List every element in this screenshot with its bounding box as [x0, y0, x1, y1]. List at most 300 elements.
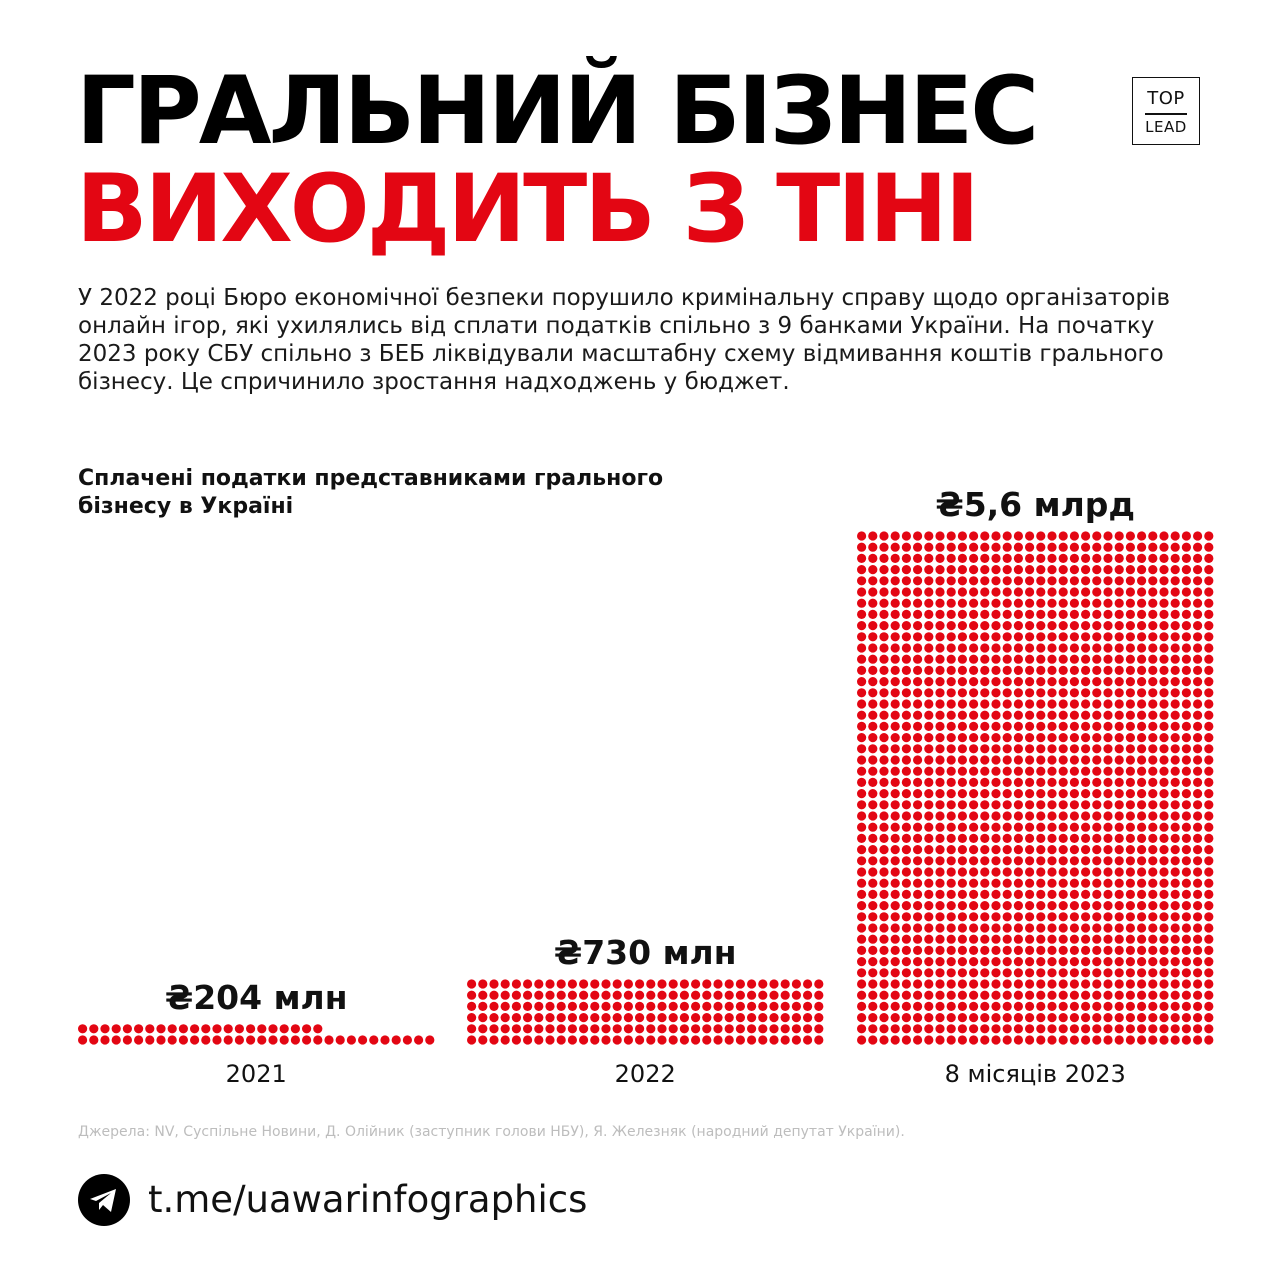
- dot-mark: [980, 935, 989, 944]
- dot-mark: [1103, 610, 1112, 619]
- dot-mark: [891, 587, 900, 596]
- dot-mark: [1137, 554, 1146, 563]
- dot-mark: [868, 543, 877, 552]
- dot-mark: [1025, 867, 1034, 876]
- dot-mark: [814, 979, 823, 988]
- dot-mark: [467, 1002, 476, 1011]
- dot-mark: [1081, 1024, 1090, 1033]
- dot-mark: [913, 1013, 922, 1022]
- dot-mark: [1115, 666, 1124, 675]
- dot-mark: [935, 789, 944, 798]
- dot-mark: [1036, 935, 1045, 944]
- dot-mark: [1193, 845, 1202, 854]
- dot-mark: [947, 979, 956, 988]
- dot-mark: [1047, 800, 1056, 809]
- telegram-link[interactable]: t.me/uawarinfographics: [148, 1178, 588, 1221]
- dot-mark: [736, 1035, 745, 1044]
- dot-mark: [879, 610, 888, 619]
- dot-mark: [857, 1002, 866, 1011]
- dot-mark: [1070, 576, 1079, 585]
- dot-mark: [902, 554, 911, 563]
- dot-mark: [669, 991, 678, 1000]
- dot-mark: [980, 901, 989, 910]
- dot-mark: [935, 845, 944, 854]
- dot-mark: [868, 1002, 877, 1011]
- dot-mark: [879, 991, 888, 1000]
- dot-mark: [980, 879, 989, 888]
- dot-mark: [1204, 531, 1213, 540]
- dot-mark: [1103, 688, 1112, 697]
- dot-mark: [913, 800, 922, 809]
- dot-mark: [891, 901, 900, 910]
- dot-mark: [246, 1035, 255, 1044]
- dot-mark: [1014, 767, 1023, 776]
- dot-mark: [1103, 565, 1112, 574]
- dot-mark: [1070, 1002, 1079, 1011]
- dot-mark: [879, 811, 888, 820]
- dot-mark: [1047, 677, 1056, 686]
- category-label: 2022: [614, 1060, 676, 1088]
- dot-mark: [1036, 576, 1045, 585]
- dot-mark: [1047, 744, 1056, 753]
- dot-mark: [857, 946, 866, 955]
- dot-mark: [1193, 543, 1202, 552]
- dot-mark: [545, 979, 554, 988]
- dot-mark: [1182, 767, 1191, 776]
- dot-mark: [1036, 1002, 1045, 1011]
- dot-mark: [891, 1013, 900, 1022]
- dot-mark: [1137, 800, 1146, 809]
- dot-mark: [980, 565, 989, 574]
- dot-mark: [590, 1024, 599, 1033]
- dot-mark: [1047, 890, 1056, 899]
- dot-mark: [1204, 733, 1213, 742]
- dot-mark: [134, 1024, 143, 1033]
- dot-mark: [1070, 599, 1079, 608]
- dot-mark: [1182, 755, 1191, 764]
- dot-mark: [924, 587, 933, 596]
- dot-mark: [1137, 610, 1146, 619]
- dot-mark: [1081, 968, 1090, 977]
- dot-mark: [1081, 643, 1090, 652]
- dot-mark: [691, 1035, 700, 1044]
- dot-mark: [1092, 688, 1101, 697]
- dot-mark: [902, 677, 911, 686]
- dot-mark: [1137, 565, 1146, 574]
- dot-mark: [857, 912, 866, 921]
- dot-mark: [1081, 755, 1090, 764]
- dot-mark: [1204, 543, 1213, 552]
- dot-mark: [1137, 789, 1146, 798]
- dot-mark: [1036, 879, 1045, 888]
- dot-mark: [1047, 1002, 1056, 1011]
- dot-mark: [792, 1002, 801, 1011]
- dot-mark: [1182, 554, 1191, 563]
- dot-mark: [1059, 1035, 1068, 1044]
- dot-mark: [891, 733, 900, 742]
- dot-mark: [1070, 632, 1079, 641]
- dot-mark: [1182, 923, 1191, 932]
- dot-mark: [1014, 655, 1023, 664]
- dot-mark: [924, 979, 933, 988]
- dot-mark: [1047, 923, 1056, 932]
- dot-mark: [635, 991, 644, 1000]
- dot-mark: [747, 1024, 756, 1033]
- dot-mark: [879, 879, 888, 888]
- dot-mark: [991, 699, 1000, 708]
- dot-mark: [1036, 755, 1045, 764]
- dot-mark: [557, 991, 566, 1000]
- dot-mark: [891, 879, 900, 888]
- dot-mark: [924, 879, 933, 888]
- dot-mark: [1182, 968, 1191, 977]
- dot-mark: [1081, 565, 1090, 574]
- dot-mark: [1014, 856, 1023, 865]
- dot-mark: [913, 576, 922, 585]
- dot-mark: [1126, 722, 1135, 731]
- dot-mark: [112, 1024, 121, 1033]
- dot-mark: [1115, 1002, 1124, 1011]
- dot-mark: [512, 1024, 521, 1033]
- dot-mark: [568, 1035, 577, 1044]
- dot-mark: [935, 531, 944, 540]
- dot-mark: [969, 744, 978, 753]
- dot-mark: [991, 979, 1000, 988]
- dot-mark: [902, 722, 911, 731]
- dot-mark: [969, 800, 978, 809]
- dot-mark: [879, 677, 888, 686]
- dot-mark: [1193, 767, 1202, 776]
- dot-mark: [590, 1035, 599, 1044]
- dot-mark: [980, 632, 989, 641]
- dot-mark: [1193, 957, 1202, 966]
- dot-mark: [1047, 543, 1056, 552]
- dot-mark: [868, 655, 877, 664]
- dot-mark: [1137, 576, 1146, 585]
- dot-mark: [958, 845, 967, 854]
- dot-mark: [958, 554, 967, 563]
- dot-mark: [1115, 621, 1124, 630]
- dot-mark: [969, 733, 978, 742]
- dot-mark: [891, 979, 900, 988]
- dot-mark: [1047, 845, 1056, 854]
- dot-mark: [769, 1002, 778, 1011]
- dot-mark: [857, 1035, 866, 1044]
- dot-mark: [1171, 531, 1180, 540]
- dot-mark: [1126, 845, 1135, 854]
- dot-mark: [1059, 968, 1068, 977]
- dot-mark: [1014, 755, 1023, 764]
- dot-mark: [1204, 968, 1213, 977]
- dot-mark: [1047, 1013, 1056, 1022]
- dot-mark: [935, 610, 944, 619]
- dot-mark: [924, 789, 933, 798]
- dot-mark: [1126, 576, 1135, 585]
- dot-mark: [1036, 834, 1045, 843]
- dot-mark: [1003, 856, 1012, 865]
- dot-mark: [1137, 923, 1146, 932]
- dot-mark: [1003, 599, 1012, 608]
- dot-mark: [280, 1024, 289, 1033]
- dot-mark: [902, 901, 911, 910]
- dot-mark: [902, 655, 911, 664]
- dot-mark: [1070, 722, 1079, 731]
- dot-mark: [1036, 867, 1045, 876]
- dot-mark: [1193, 711, 1202, 720]
- dot-mark: [1059, 576, 1068, 585]
- dot-mark: [879, 531, 888, 540]
- dot-mark: [1193, 688, 1202, 697]
- dot-mark: [1193, 677, 1202, 686]
- dot-mark: [590, 1013, 599, 1022]
- dot-mark: [891, 789, 900, 798]
- dot-mark: [1059, 733, 1068, 742]
- dot-mark: [991, 856, 1000, 865]
- dot-mark: [1059, 699, 1068, 708]
- dot-mark: [1182, 1035, 1191, 1044]
- dot-mark: [1103, 935, 1112, 944]
- dot-mark: [1036, 1024, 1045, 1033]
- dot-mark: [1003, 811, 1012, 820]
- dot-mark: [713, 1013, 722, 1022]
- dot-mark: [691, 979, 700, 988]
- dot-mark: [1070, 789, 1079, 798]
- dot-mark: [1148, 744, 1157, 753]
- dot-mark: [1070, 890, 1079, 899]
- dot-mark: [1171, 733, 1180, 742]
- dot-mark: [935, 587, 944, 596]
- dot-mark: [1092, 565, 1101, 574]
- dot-mark: [1171, 845, 1180, 854]
- dot-mark: [1115, 968, 1124, 977]
- dot-mark: [935, 1013, 944, 1022]
- dot-mark: [935, 823, 944, 832]
- dot-mark: [1193, 1024, 1202, 1033]
- dot-mark: [857, 923, 866, 932]
- dot-mark: [1193, 554, 1202, 563]
- dot-mark: [736, 1002, 745, 1011]
- dot-mark: [1025, 879, 1034, 888]
- dot-mark: [958, 1035, 967, 1044]
- dot-mark: [1182, 688, 1191, 697]
- dot-mark: [913, 901, 922, 910]
- dot-mark: [913, 778, 922, 787]
- dot-mark: [713, 991, 722, 1000]
- dot-mark: [1182, 621, 1191, 630]
- dot-mark: [1204, 587, 1213, 596]
- dot-mark: [1047, 711, 1056, 720]
- dot-mark: [879, 554, 888, 563]
- dot-mark: [1070, 901, 1079, 910]
- dot-mark: [1003, 699, 1012, 708]
- dot-mark: [1103, 800, 1112, 809]
- dot-mark: [1092, 1035, 1101, 1044]
- dot-mark: [1059, 1013, 1068, 1022]
- dot-mark: [1036, 744, 1045, 753]
- dot-mark: [879, 543, 888, 552]
- dot-mark: [1081, 688, 1090, 697]
- dot-mark: [879, 946, 888, 955]
- dot-mark: [1204, 1002, 1213, 1011]
- dot-mark: [1092, 946, 1101, 955]
- dot-mark: [857, 722, 866, 731]
- dot-mark: [1193, 722, 1202, 731]
- dot-mark: [958, 957, 967, 966]
- dot-mark: [857, 655, 866, 664]
- dot-mark: [669, 1002, 678, 1011]
- dot-mark: [1159, 666, 1168, 675]
- dot-mark: [669, 1013, 678, 1022]
- dot-mark: [1137, 755, 1146, 764]
- dot-mark: [1103, 778, 1112, 787]
- dot-mark: [747, 1035, 756, 1044]
- dot-mark: [1025, 1024, 1034, 1033]
- dot-mark: [702, 1024, 711, 1033]
- dot-mark: [980, 699, 989, 708]
- dot-mark: [1193, 699, 1202, 708]
- dot-mark: [902, 935, 911, 944]
- dot-mark: [1137, 744, 1146, 753]
- dot-mark: [891, 957, 900, 966]
- dot-mark: [523, 1013, 532, 1022]
- dot-mark: [958, 912, 967, 921]
- dot-mark: [958, 879, 967, 888]
- dot-mark: [935, 632, 944, 641]
- dot-mark: [913, 912, 922, 921]
- dot-mark: [969, 587, 978, 596]
- dot-mark: [924, 1035, 933, 1044]
- dot-mark: [1204, 979, 1213, 988]
- dot-mark: [246, 1024, 255, 1033]
- dot-mark: [1204, 778, 1213, 787]
- dot-mark: [489, 1002, 498, 1011]
- dot-mark: [1171, 991, 1180, 1000]
- dot-mark: [868, 643, 877, 652]
- dot-mark: [1137, 666, 1146, 675]
- dot-mark: [747, 979, 756, 988]
- dot-mark: [1182, 823, 1191, 832]
- dot-mark: [935, 677, 944, 686]
- dot-mark: [1126, 733, 1135, 742]
- dot-mark: [1148, 823, 1157, 832]
- dot-mark: [891, 643, 900, 652]
- dot-mark: [935, 923, 944, 932]
- dot-mark: [947, 531, 956, 540]
- dot-mark: [1126, 711, 1135, 720]
- dot-mark: [1148, 755, 1157, 764]
- dot-mark: [1092, 711, 1101, 720]
- dot-mark: [980, 823, 989, 832]
- dot-mark: [1081, 666, 1090, 675]
- dot-mark: [1025, 1013, 1034, 1022]
- dot-mark: [1081, 879, 1090, 888]
- dot-mark: [1036, 979, 1045, 988]
- dot-mark: [958, 711, 967, 720]
- dot-mark: [1193, 901, 1202, 910]
- dot-mark: [1092, 621, 1101, 630]
- dot-mark: [1103, 554, 1112, 563]
- dot-mark: [991, 912, 1000, 921]
- dot-mark: [902, 968, 911, 977]
- dot-mark: [702, 1013, 711, 1022]
- dot-mark: [969, 632, 978, 641]
- telegram-icon[interactable]: [78, 1174, 130, 1226]
- dot-mark: [969, 1024, 978, 1033]
- dot-mark: [1047, 1024, 1056, 1033]
- dot-mark: [947, 722, 956, 731]
- dot-mark: [1092, 531, 1101, 540]
- dot-mark: [1081, 957, 1090, 966]
- logo-top-text: TOP: [1147, 88, 1185, 109]
- dot-mark: [891, 1002, 900, 1011]
- dot-mark: [1171, 599, 1180, 608]
- dot-mark: [980, 923, 989, 932]
- dot-mark: [879, 979, 888, 988]
- dot-mark: [268, 1024, 277, 1033]
- dot-mark: [1081, 778, 1090, 787]
- dot-mark: [534, 1024, 543, 1033]
- dot-mark: [190, 1035, 199, 1044]
- dot-mark: [1159, 744, 1168, 753]
- dot-mark: [624, 991, 633, 1000]
- dot-mark: [857, 957, 866, 966]
- dot-mark: [1036, 565, 1045, 574]
- dot-mark: [947, 901, 956, 910]
- dot-mark: [1204, 800, 1213, 809]
- dot-mark: [891, 823, 900, 832]
- dot-mark: [1159, 867, 1168, 876]
- dot-mark: [1159, 879, 1168, 888]
- dot-mark: [792, 1013, 801, 1022]
- dot-mark: [1014, 543, 1023, 552]
- dot-mark: [635, 979, 644, 988]
- dot-mark: [891, 599, 900, 608]
- dot-mark: [1171, 811, 1180, 820]
- dot-mark: [1014, 923, 1023, 932]
- dot-mark: [1193, 834, 1202, 843]
- dot-mark: [868, 823, 877, 832]
- dot-mark: [1070, 531, 1079, 540]
- dot-mark: [1036, 643, 1045, 652]
- dot-mark: [1171, 890, 1180, 899]
- dot-mark: [980, 800, 989, 809]
- dot-mark: [935, 621, 944, 630]
- dot-mark: [1025, 643, 1034, 652]
- dot-mark: [1171, 610, 1180, 619]
- dot-mark: [758, 991, 767, 1000]
- dot-mark: [691, 1013, 700, 1022]
- dot-mark: [857, 610, 866, 619]
- dot-mark: [1047, 699, 1056, 708]
- dot-mark: [969, 655, 978, 664]
- dot-mark: [1014, 979, 1023, 988]
- dot-mark: [1159, 789, 1168, 798]
- dot-mark: [947, 845, 956, 854]
- dot-mark: [601, 1035, 610, 1044]
- dot-mark: [947, 655, 956, 664]
- dot-mark: [924, 733, 933, 742]
- dot-mark: [1159, 1024, 1168, 1033]
- dot-mark: [879, 666, 888, 675]
- dot-mark: [947, 733, 956, 742]
- dot-mark: [1081, 1002, 1090, 1011]
- dot-mark: [879, 845, 888, 854]
- dot-mark: [1047, 935, 1056, 944]
- dot-mark: [891, 677, 900, 686]
- dot-mark: [935, 767, 944, 776]
- dot-mark: [1047, 778, 1056, 787]
- dot-mark: [1148, 957, 1157, 966]
